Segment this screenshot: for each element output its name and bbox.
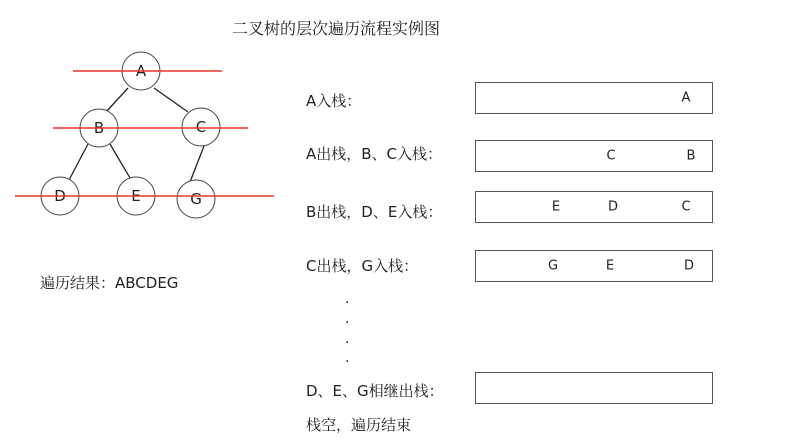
tree-node-g xyxy=(177,180,215,218)
step-label-3: B出栈，D、E入栈： xyxy=(306,203,443,221)
step-label-1: A入栈： xyxy=(306,92,362,110)
svg-text:A: A xyxy=(135,62,147,80)
edge-b-e xyxy=(110,144,130,178)
end-label: 栈空，遍历结束 xyxy=(306,416,412,434)
edge-a-c xyxy=(154,88,188,112)
stack-item: D xyxy=(683,258,695,274)
traversal-result: 遍历结果：ABCDEG xyxy=(40,274,179,292)
step-label-2: A出栈，B、C入栈： xyxy=(306,145,443,163)
edge-b-d xyxy=(68,144,88,182)
ellipsis-dot: . xyxy=(345,350,350,366)
ellipsis-dot: . xyxy=(345,291,350,307)
svg-text:C: C xyxy=(195,118,207,136)
stack-box-5 xyxy=(475,372,713,404)
stack-item: B xyxy=(686,148,696,164)
step-label-5: D、E、G相继出栈： xyxy=(306,382,444,400)
ellipsis-dot: . xyxy=(345,331,350,347)
edge-a-b xyxy=(106,88,128,112)
svg-text:G: G xyxy=(190,190,202,208)
step-label-4: C出栈，G入栈： xyxy=(306,257,419,275)
stack-box-4 xyxy=(475,250,713,282)
stack-item: E xyxy=(551,199,561,215)
binary-tree xyxy=(0,0,300,260)
stack-item: E xyxy=(605,258,615,274)
stack-item: G xyxy=(547,258,559,274)
stack-box-2 xyxy=(475,140,713,172)
svg-text:E: E xyxy=(131,187,141,205)
stack-item: C xyxy=(606,148,616,164)
svg-text:B: B xyxy=(93,119,105,137)
stack-box-3 xyxy=(475,191,713,223)
stack-item: A xyxy=(681,90,691,106)
ellipsis-dot: . xyxy=(345,311,350,327)
svg-text:D: D xyxy=(54,187,66,205)
diagram-title: 二叉树的层次遍历流程实例图 xyxy=(232,19,441,38)
stack-item: D xyxy=(607,199,619,215)
stack-box-1 xyxy=(475,82,713,114)
stack-item: C xyxy=(681,199,691,215)
tree-node-c xyxy=(182,108,220,146)
edge-c-g xyxy=(190,146,204,182)
